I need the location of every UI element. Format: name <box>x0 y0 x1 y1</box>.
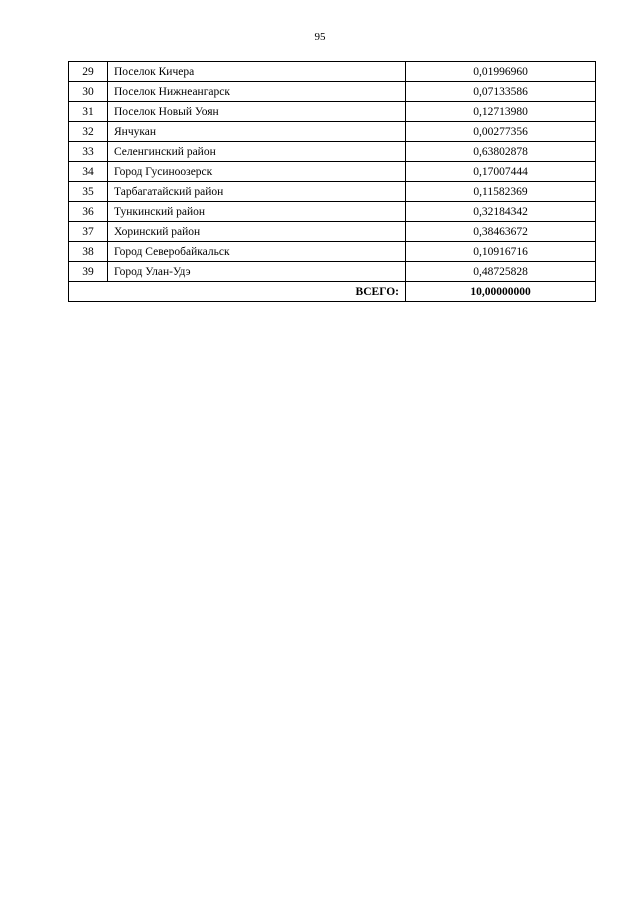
row-number: 35 <box>69 182 108 202</box>
total-value: 10,00000000 <box>406 282 596 302</box>
total-label: ВСЕГО: <box>69 282 406 302</box>
table-row <box>69 262 596 282</box>
row-number: 31 <box>69 102 108 122</box>
row-number: 33 <box>69 142 108 162</box>
total-row <box>69 282 596 302</box>
row-value: 0,12713980 <box>406 102 596 122</box>
row-number: 38 <box>69 242 108 262</box>
table-row <box>69 142 596 162</box>
table-row <box>69 242 596 262</box>
row-value: 0,01996960 <box>406 62 596 82</box>
table-row <box>69 102 596 122</box>
row-value: 0,07133586 <box>406 82 596 102</box>
row-name: Янчукан <box>108 122 406 142</box>
row-value: 0,00277356 <box>406 122 596 142</box>
row-value: 0,38463672 <box>406 222 596 242</box>
row-name: Хоринский район <box>108 222 406 242</box>
row-name: Поселок Кичера <box>108 62 406 82</box>
table-row <box>69 182 596 202</box>
row-value: 0,11582369 <box>406 182 596 202</box>
row-number: 37 <box>69 222 108 242</box>
row-name: Город Северобайкальск <box>108 242 406 262</box>
row-number: 29 <box>69 62 108 82</box>
row-value: 0,10916716 <box>406 242 596 262</box>
table-row <box>69 62 596 82</box>
table-row <box>69 162 596 182</box>
table-row <box>69 202 596 222</box>
row-number: 39 <box>69 262 108 282</box>
row-name: Поселок Новый Уоян <box>108 102 406 122</box>
allocation-table <box>68 61 596 302</box>
row-value: 0,48725828 <box>406 262 596 282</box>
row-name: Город Улан-Удэ <box>108 262 406 282</box>
row-name: Селенгинский район <box>108 142 406 162</box>
table-row <box>69 222 596 242</box>
row-name: Поселок Нижнеангарск <box>108 82 406 102</box>
row-name: Город Гусиноозерск <box>108 162 406 182</box>
row-number: 36 <box>69 202 108 222</box>
row-name: Тарбагатайский район <box>108 182 406 202</box>
row-value: 0,17007444 <box>406 162 596 182</box>
row-number: 32 <box>69 122 108 142</box>
page-number: 95 <box>314 31 326 43</box>
row-value: 0,32184342 <box>406 202 596 222</box>
table-row <box>69 122 596 142</box>
row-number: 34 <box>69 162 108 182</box>
row-number: 30 <box>69 82 108 102</box>
table-row <box>69 82 596 102</box>
row-name: Тункинский район <box>108 202 406 222</box>
row-value: 0,63802878 <box>406 142 596 162</box>
